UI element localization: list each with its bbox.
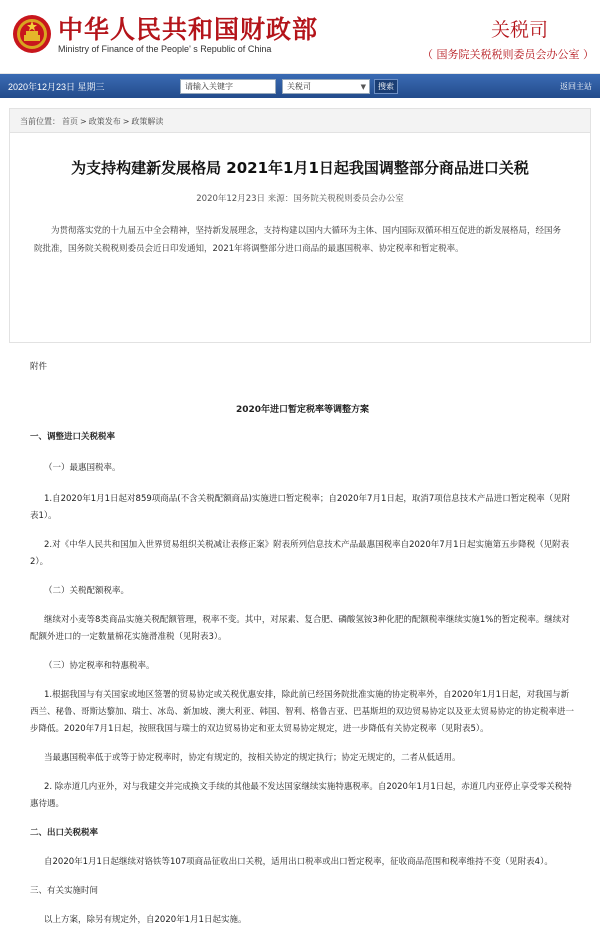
- search-scope-select[interactable]: [282, 79, 370, 94]
- paragraph: 自2020年1月1日起继续对铬铁等107项商品征收出口关税，适用出口税率或出口暂定税率，征收商品范围和税率维持不变（见附表4）。: [44, 857, 553, 867]
- breadcrumb-prefix: 当前位置：: [20, 117, 60, 126]
- site-title: 中华人民共和国财政部: [58, 15, 319, 44]
- breadcrumb-separator: >: [80, 117, 87, 126]
- plan-title: 2020年进口暂定税率等调整方案: [235, 405, 370, 415]
- paragraph: 以上方案，除另有规定外，自2020年1月1日起实施。: [44, 915, 247, 925]
- article-panel: [9, 108, 591, 343]
- search-button[interactable]: 搜索: [374, 79, 398, 94]
- site-subtitle-en: Ministry of Finance of the People' s Republic of China: [58, 44, 272, 54]
- paragraph: 当最惠国税率低于或等于协定税率时，协定有规定的，按相关协定的规定执行；协定无规定的，二者从低适用。: [44, 753, 461, 763]
- nav-bar: [0, 74, 600, 98]
- site-header: [0, 0, 600, 74]
- paragraph: 2. 除赤道几内亚外，对与我建交并完成换文手续的其他最不发达国家继续实施特惠税率。自2020年1月1日起，赤道几内亚停止享受零关税特惠待遇。: [30, 782, 572, 809]
- paragraph: 继续对小麦等8类商品实施关税配额管理，税率不变。其中，对尿素、复合肥、磷酸氢铵3种化肥的配额税率继续实施1%的暂定税率。继续对配额外进口的一定数量棉花实施滑准税（见附表3）。: [30, 615, 570, 642]
- department-subtitle: （ 国务院关税税则委员会办公室 ）: [422, 48, 594, 61]
- breadcrumb-item-home[interactable]: 首页: [62, 117, 78, 126]
- chevron-down-icon: ▼: [360, 82, 366, 91]
- return-home-link[interactable]: 返回主站: [560, 81, 592, 91]
- article-title: 为支持构建新发展格局 2021年1月1日起我国调整部分商品进口关税: [71, 159, 529, 177]
- breadcrumb-item-policy-release[interactable]: 政策发布: [88, 117, 121, 126]
- breadcrumb: [10, 109, 590, 133]
- subsection-heading: （二）关税配额税率。: [44, 586, 130, 596]
- paragraph: 1.自2020年1月1日起对859项商品(不含关税配额商品)实施进口暂定税率；自2020年7月1日起，取消7项信息技术产品进口暂定税率（见附表1）。: [30, 494, 571, 521]
- breadcrumb-separator: >: [122, 117, 130, 126]
- current-date: 2020年12月23日 星期三: [8, 81, 105, 92]
- breadcrumb-item-policy-interpretation[interactable]: 政策解读: [131, 117, 164, 126]
- search-scope-value: 关税司: [287, 81, 311, 91]
- paragraph: 1.根据我国与有关国家或地区签署的贸易协定或关税优惠安排，除此前已经国务院批准实施的协定税率外，自2020年1月1日起，对我国与新西兰、秘鲁、哥斯达黎加、瑞士、冰岛、新加坡、澳大利亚、韩国、智利、格鲁吉亚、巴基斯坦的双边贸易协定以及亚太贸易协定的协定税率进一步降低。2020年7月1日起，按照我国与瑞士的双边贸易协定和亚太贸易协定规定，进一步降低有关协定税率（见附表5）。: [30, 690, 575, 734]
- department-name: 关税司: [490, 19, 548, 41]
- section-heading: 三、有关实施时间: [30, 886, 99, 896]
- article-meta: 2020年12月23日 来源：国务院关税税则委员会办公室: [196, 194, 404, 204]
- attachment-label: 附件: [30, 362, 48, 372]
- paragraph: 2.对《中华人民共和国加入世界贸易组织关税减让表修正案》附表所列信息技术产品最惠国税率自2020年7月1日起实施第五步降税（见附表2）。: [30, 540, 570, 567]
- search-input[interactable]: 请输入关键字: [180, 79, 276, 94]
- national-emblem-icon: [12, 13, 52, 55]
- subsection-heading: （三）协定税率和特惠税率。: [44, 661, 155, 671]
- section-heading: 二、出口关税税率: [30, 828, 99, 838]
- section-heading: 一、调整进口关税税率: [30, 432, 116, 442]
- article-lead: 为贯彻落实党的十九届五中全会精神，坚持新发展理念，支持构建以国内大循环为主体、国内国际双循环相互促进的新发展格局，经国务院批准，国务院关税税则委员会近日印发通知，2021年将调整部分进口商品的最惠国税率、协定税率和暂定税率。: [34, 226, 562, 254]
- subsection-heading: （一）最惠国税率。: [44, 463, 121, 473]
